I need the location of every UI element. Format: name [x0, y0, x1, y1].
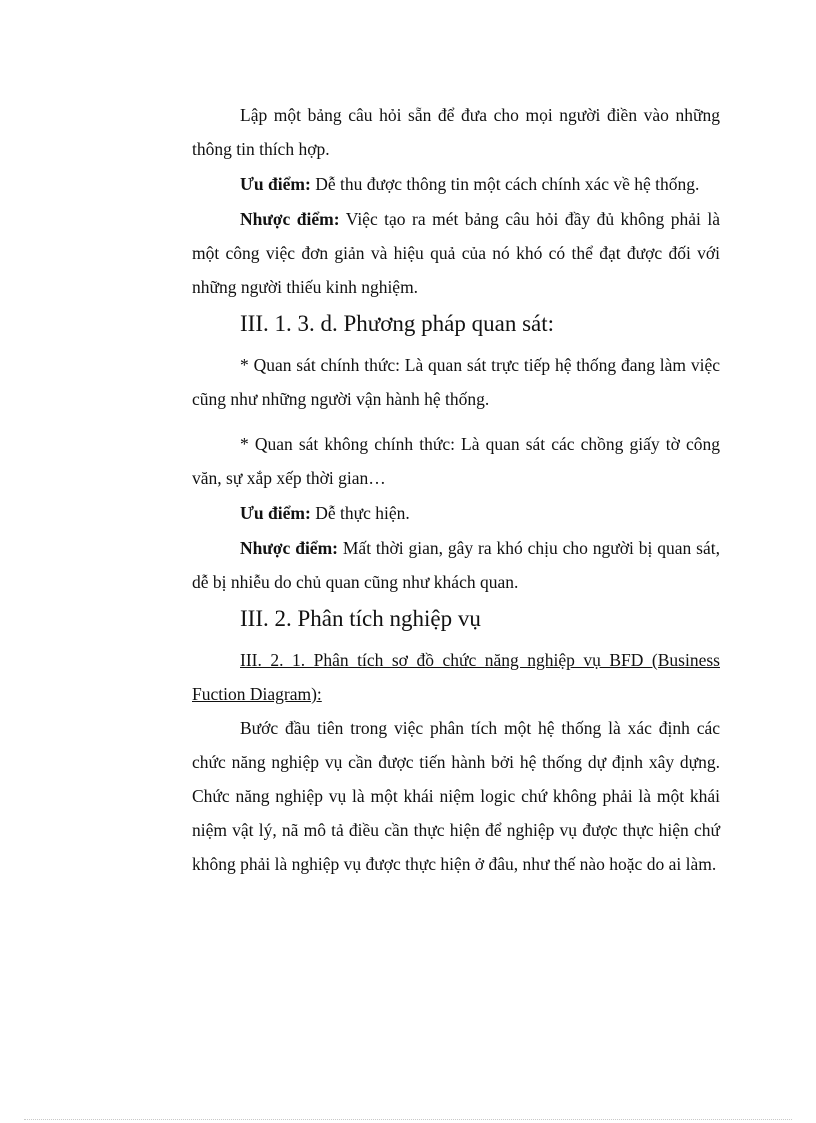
disadvantages-label: Nhược điểm:	[240, 209, 340, 229]
observation-disadvantages-text: Mất thời gian, gây ra khó chịu cho người bị quan sát, dễ bị nhiễu do chủ quan cũng như khách quan.	[192, 538, 720, 592]
observation-advantages-text: Dễ thực hiện.	[310, 503, 410, 523]
bfd-body-text: Bước đầu tiên trong việc phân tích một hệ thống là xác định các chức năng nghiệp vụ cần được tiến hành bởi hệ thống dự định xây dựng. Chức năng nghiệp vụ là một khái niệm logic chứ không phải là một khái niệm vật lý, nã mô tả điều cần thực hiện để nghiệp vụ được thực hiện chứ không phải là nghiệp vụ được thực hiện ở đâu, như thế nào hoặc do ai làm.	[192, 718, 720, 874]
section-heading-observation: III. 1. 3. d. Phương pháp quan sát:	[240, 311, 555, 336]
paragraph-questionnaire-text: Lập một bảng câu hỏi sẵn để đưa cho mọi người điền vào những thông tin thích hợp.	[192, 105, 720, 159]
page-footer-divider	[24, 1119, 792, 1120]
informal-observation-text: * Quan sát không chính thức: Là quan sát các chồng giấy tờ công văn, sự xắp xếp thời gian…	[192, 434, 720, 488]
paragraph-observation-advantages	[192, 496, 720, 530]
formal-observation-text: * Quan sát chính thức: Là quan sát trực tiếp hệ thống đang làm việc cũng như những người vận hành hệ thống.	[192, 355, 720, 409]
observation-advantages-label: Ưu điểm:	[240, 503, 311, 523]
document-page	[192, 98, 720, 881]
paragraph-disadvantages	[192, 202, 720, 304]
paragraph-advantages	[192, 167, 720, 201]
paragraph-bfd-body	[192, 711, 720, 881]
paragraph-observation-disadvantages	[192, 531, 720, 599]
paragraph-questionnaire	[192, 98, 720, 166]
subsection-heading-bfd: III. 2. 1. Phân tích sơ đồ chức năng nghiệp vụ BFD (Business Fuction Diagram):	[192, 650, 720, 704]
advantages-label: Ưu điểm:	[240, 174, 311, 194]
observation-disadvantages-label: Nhược điểm:	[240, 538, 338, 558]
advantages-text: Dễ thu được thông tin một cách chính xác về hệ thống.	[310, 174, 700, 194]
list-item-formal-observation	[192, 348, 720, 416]
section-heading-business-analysis: III. 2. Phân tích nghiệp vụ	[240, 606, 481, 631]
disadvantages-text: Việc tạo ra mét bảng câu hỏi đầy đủ không phải là một công việc đơn giản và hiệu quả của nó khó có thể đạt được đối với những người thiếu kinh nghiệm.	[192, 209, 720, 297]
list-item-informal-observation	[192, 427, 720, 495]
